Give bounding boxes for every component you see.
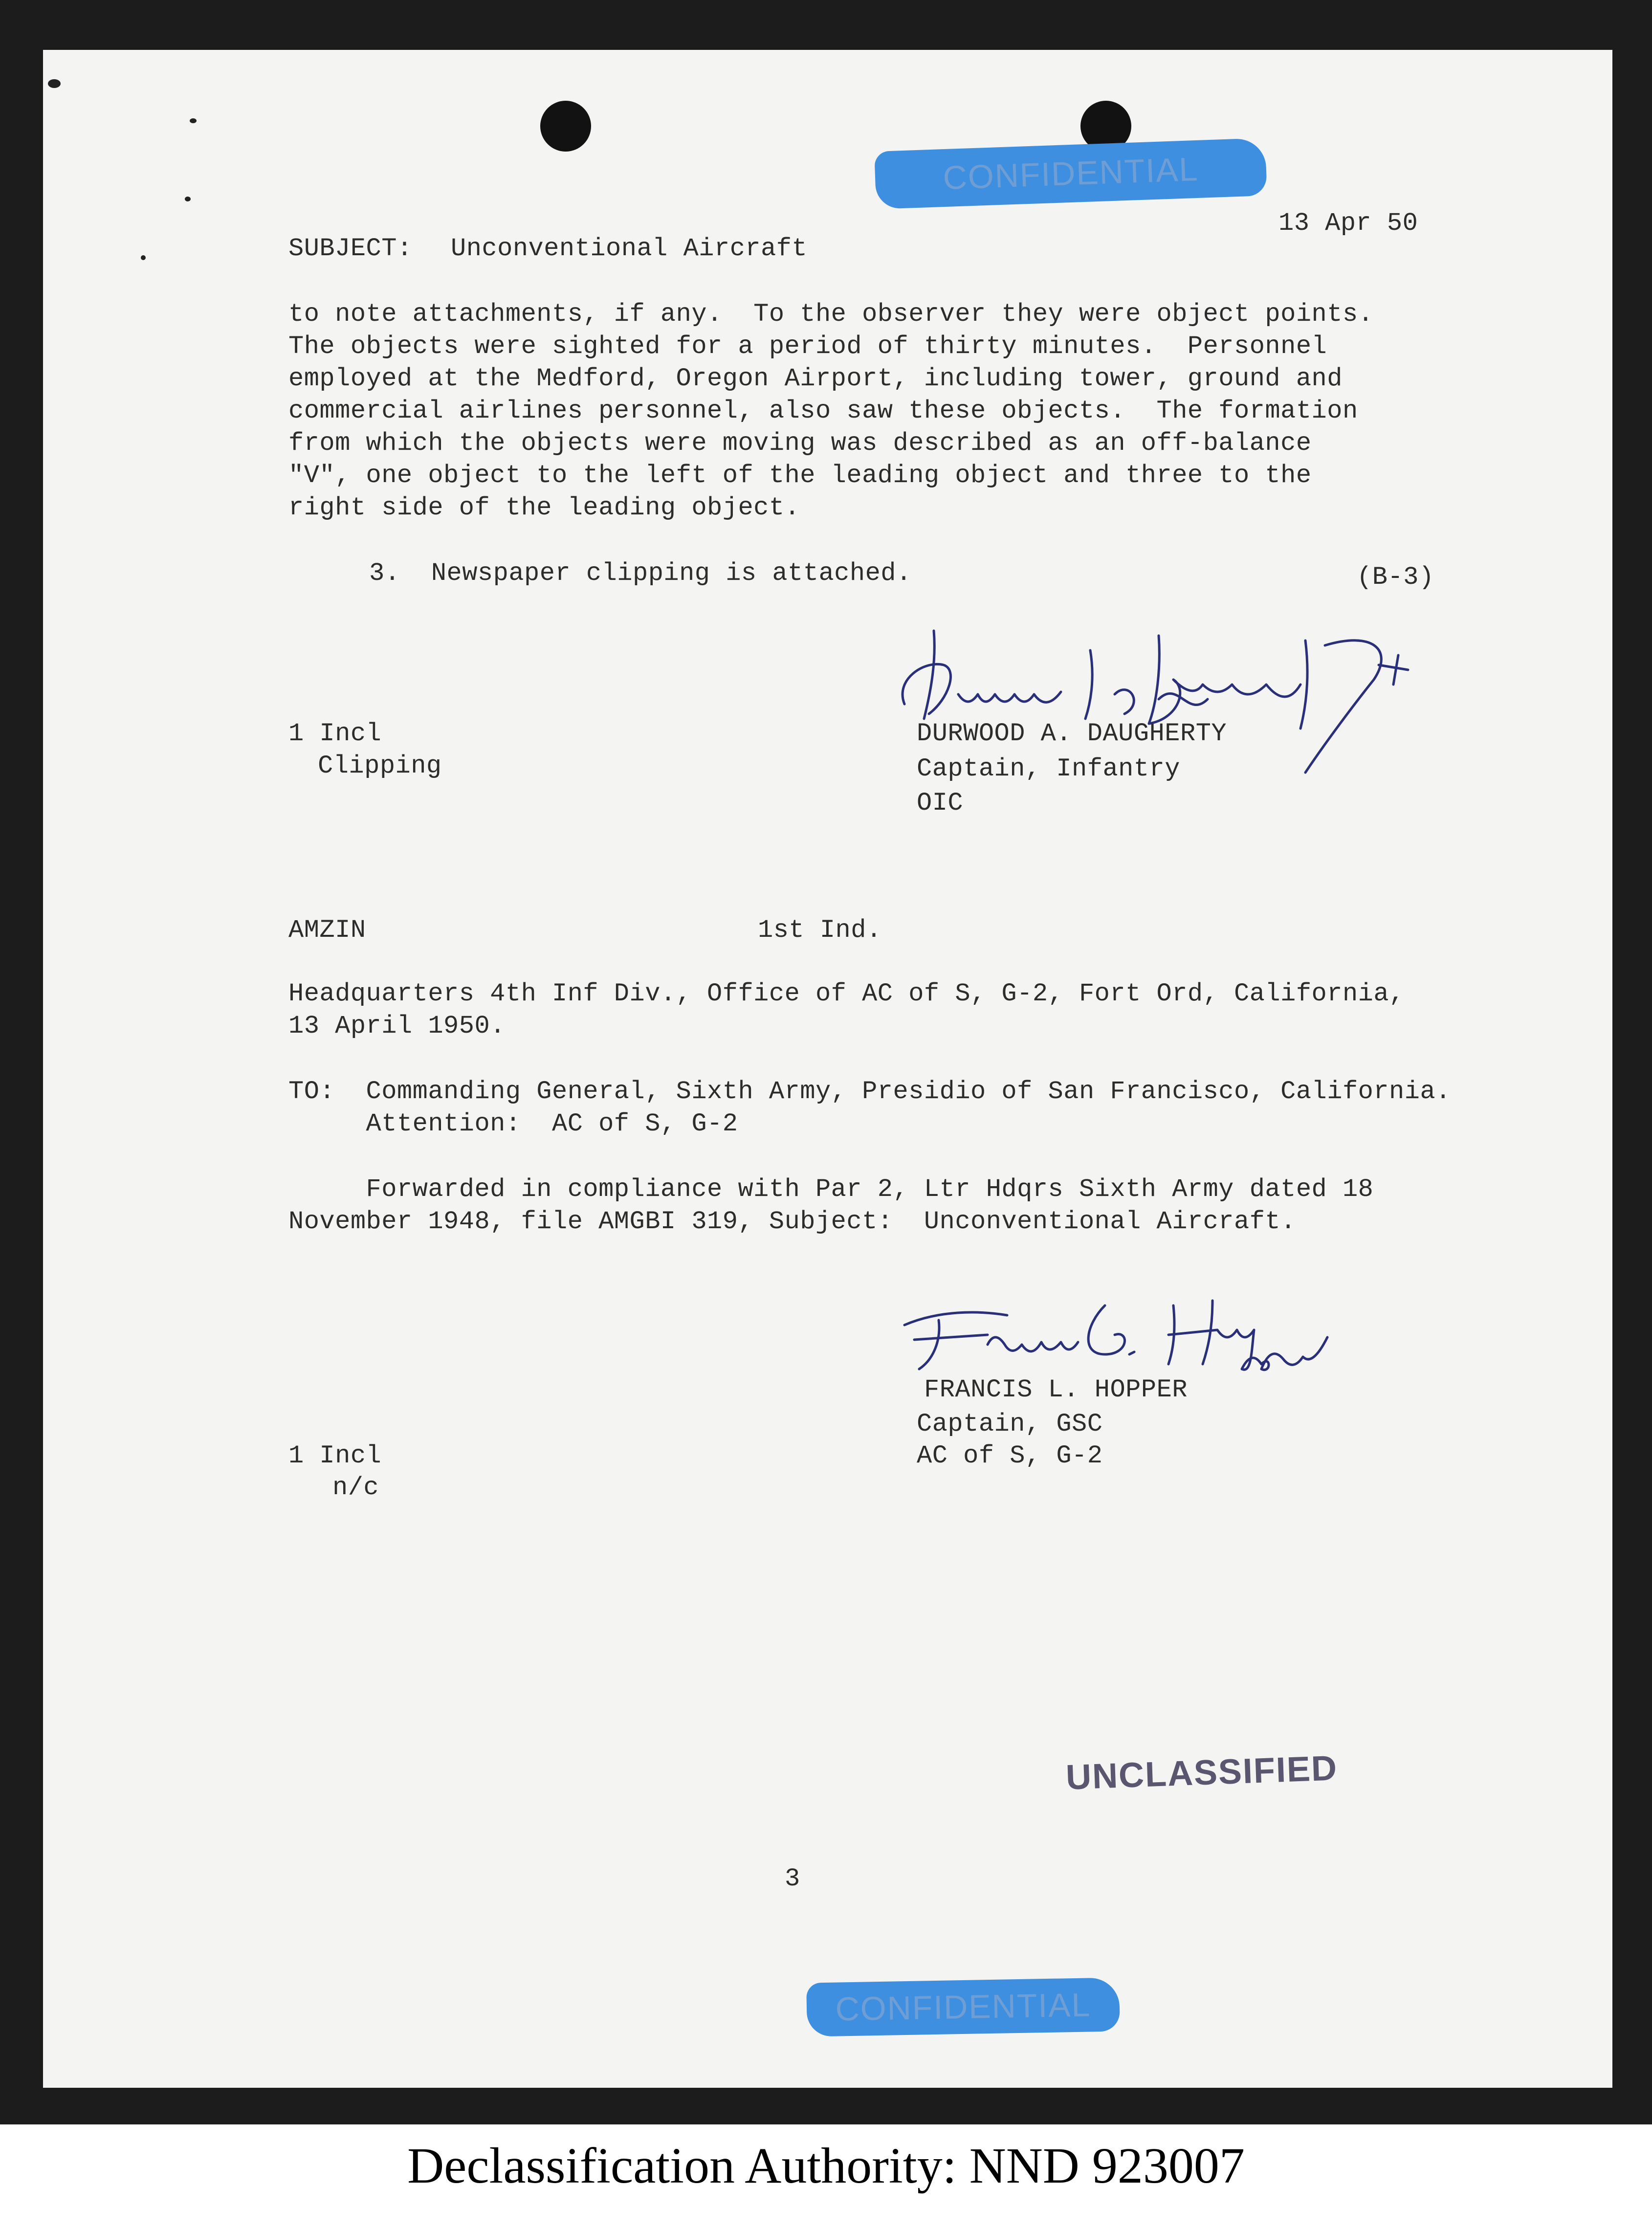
confidential-stamp-top-text: CONFIDENTIAL xyxy=(942,150,1199,197)
signer-1-name: DURWOOD A. DAUGHERTY xyxy=(917,719,1227,748)
indorsement-from-line2: 13 April 1950. xyxy=(288,1012,506,1040)
paper-speck xyxy=(185,197,191,201)
subject-label: SUBJECT: xyxy=(288,234,413,263)
paragraph-line: "V", one object to the left of the leading object and three to the xyxy=(288,461,1312,490)
signer-2-name: FRANCIS L. HOPPER xyxy=(924,1375,1188,1404)
signer-1-title: OIC xyxy=(917,789,964,818)
paper-speck xyxy=(141,255,146,260)
paragraph-line: commercial airlines personnel, also saw these objects. The formation xyxy=(288,397,1358,425)
signer-1-rank: Captain, Infantry xyxy=(917,754,1180,783)
enclosure-1-line2: Clipping xyxy=(318,751,442,780)
indorsement-from-line1: Headquarters 4th Inf Div., Office of AC of S, G-2, Fort Ord, California, xyxy=(288,979,1405,1008)
document-date: 13 Apr 50 xyxy=(1278,209,1418,238)
paragraph-line: from which the objects were moving was described as an off-balance xyxy=(288,429,1312,458)
indorsement-to-line2: Attention: AC of S, G-2 xyxy=(288,1109,738,1138)
paragraph-line: employed at the Medford, Oregon Airport, including tower, ground and xyxy=(288,364,1343,393)
paragraph-line: The objects were sighted for a period of thirty minutes. Personnel xyxy=(288,332,1327,361)
paragraph-line: right side of the leading object. xyxy=(288,493,800,522)
confidential-stamp-bottom xyxy=(806,1977,1120,2036)
forwarded-line1: Forwarded in compliance with Par 2, Ltr Hdqrs Sixth Army dated 18 xyxy=(288,1175,1374,1204)
item-3-reference: (B-3) xyxy=(1357,563,1434,592)
enclosure-1-line1: 1 Incl xyxy=(288,719,382,748)
signer-2-rank: Captain, GSC xyxy=(917,1410,1103,1438)
confidential-stamp-bottom-text: CONFIDENTIAL xyxy=(835,1986,1091,2028)
enclosure-2-line1: 1 Incl xyxy=(288,1441,382,1470)
page-number: 3 xyxy=(785,1864,800,1893)
declassification-footer: Declassification Authority: NND 923007 xyxy=(407,2138,1245,2194)
signature-hopper xyxy=(900,1291,1340,1374)
subject-text: Unconventional Aircraft xyxy=(451,234,808,263)
enclosure-2-line2: n/c xyxy=(332,1473,379,1502)
punch-hole-left xyxy=(540,101,591,152)
indorsement-label: 1st Ind. xyxy=(758,916,882,945)
item-3: 3. Newspaper clipping is attached. xyxy=(369,559,912,588)
paper-speck xyxy=(190,118,197,123)
unclassified-stamp: UNCLASSIFIED xyxy=(1065,1748,1339,1797)
office-code: AMZIN xyxy=(288,916,366,945)
forwarded-line2: November 1948, file AMGBI 319, Subject: Unconventional Aircraft. xyxy=(288,1207,1296,1236)
indorsement-to-line1: TO: Commanding General, Sixth Army, Presidio of San Francisco, California. xyxy=(288,1077,1451,1106)
signer-2-title: AC of S, G-2 xyxy=(917,1441,1103,1470)
paper-speck xyxy=(48,79,61,88)
paragraph-line: to note attachments, if any. To the observer they were object points. xyxy=(288,300,1374,329)
